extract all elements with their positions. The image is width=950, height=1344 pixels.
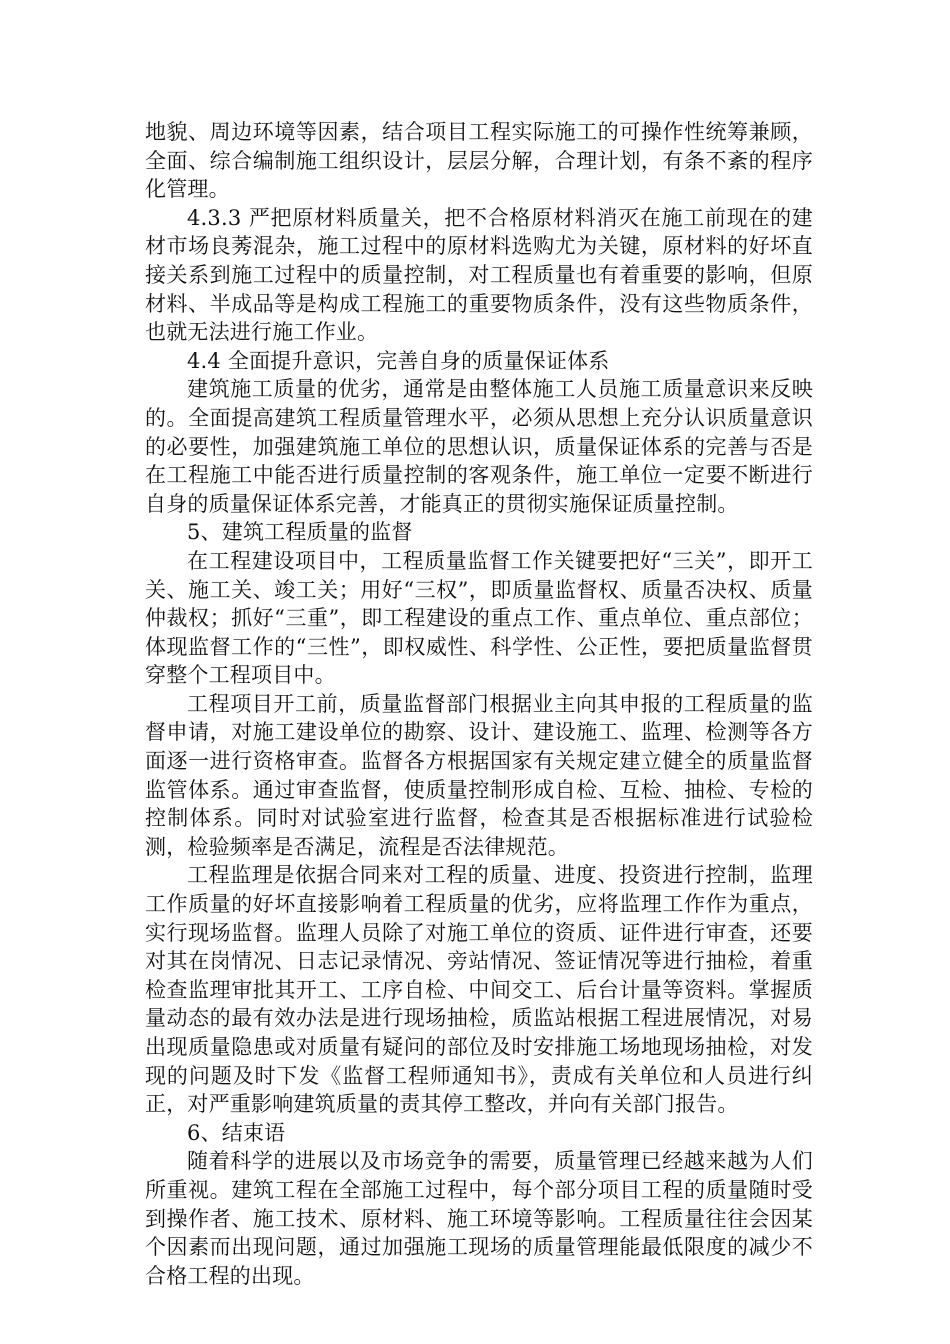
paragraph-4-4: 建筑施工质量的优劣，通常是由整体施工人员施工质量意识来反映的。全面提高建筑工程质量管理水平，必须从思想上充分认识质量意识的必要性，加强建筑施工单位的思想认识，质量保证体系的完善与否是在工程施工中能否进行质量控制的客观条件，施工单位一定要不断进行自身的质量保证体系完善，才能真正的贯彻实施保证质量控制。 [145,377,813,516]
paragraph-4-3-3: 4.3.3 严把原材料质量关，把不合格原材料消灭在施工前现在的建材市场良莠混杂，施工过程中的原材料选购尤为关键，原材料的好坏直接关系到施工过程中的质量控制，对工程质量也有着重要的影响，但原材料、半成品等是构成工程施工的重要物质条件，没有这些物质条件，也就无法进行施工作业。 [145,205,813,345]
paragraph-5-supervision: 工程监理是依据合同来对工程的质量、进度、投资进行控制，监理工作质量的好坏直接影响着工程质量的优劣，应将监理工作作为重点，实行现场监督。监理人员除了对施工单位的资质、证件进行审查，还要对其在岗情况、日志记录情况、旁站情况、签证情况等进行抽检，着重检查监理审批其开工、工序自检、中间交工、后台计量等资料。掌握质量动态的最有效办法是进行现场抽检，质监站根据工程进展情况，对易出现质量隐患或对质量有疑问的部位及时安排施工场地现场抽检，对发现的问题及时下发《监督工程师通知书》，责成有关单位和人员进行纠正，对严重影响建筑质量的责其停工整改，并向有关部门报告。 [145,863,813,1117]
paragraph-6-conclusion: 随着科学的进展以及市场竞争的需要，质量管理已经越来越为人们所重视。建筑工程在全部施工过程中，每个部分项目工程的质量随时受到操作者、施工技术、原材料、施工环境等影响。工程质量往往会因某个因素而出现问题，通过加强施工现场的质量管理能最低限度的减少不合格工程的出现。 [145,1149,813,1288]
document-body [145,118,813,1290]
paragraph-continuation: 地貌、周边环境等因素，结合项目工程实际施工的可操作性统筹兼顾，全面、综合编制施工组织设计，层层分解，合理计划，有条不紊的程序化管理。 [145,120,813,202]
section-heading-5: 5、建筑工程质量的监督 [187,520,413,545]
section-heading-6: 6、结束语 [187,1120,286,1145]
paragraph-5-pre-construction: 工程项目开工前，质量监督部门根据业主向其申报的工程质量的监督申请，对施工建设单位的勘察、设计、建设施工、监理、检测等各方面逐一进行资格审查。监督各方根据国家有关规定建立健全的质量监督监管体系。通过审查监督，使质量控制形成自检、互检、抽检、专检的控制体系。同时对试验室进行监督，检查其是否根据标准进行试验检测，检验频率是否满足，流程是否法律规范。 [145,691,813,859]
section-heading-4-4: 4.4 全面提升意识，完善自身的质量保证体系 [187,348,610,373]
paragraph-5-three-checks: 在工程建设项目中，工程质量监督工作关键要把好“三关”，即开工关、施工关、竣工关；用好“三权”，即质量监督权、质量否决权、质量仲裁权；抓好“三重”，即工程建设的重点工作、重点单位、重点部位；体现监督工作的“三性”，即权威性、科学性、公正性，要把质量监督贯穿整个工程项目中。 [145,548,813,688]
